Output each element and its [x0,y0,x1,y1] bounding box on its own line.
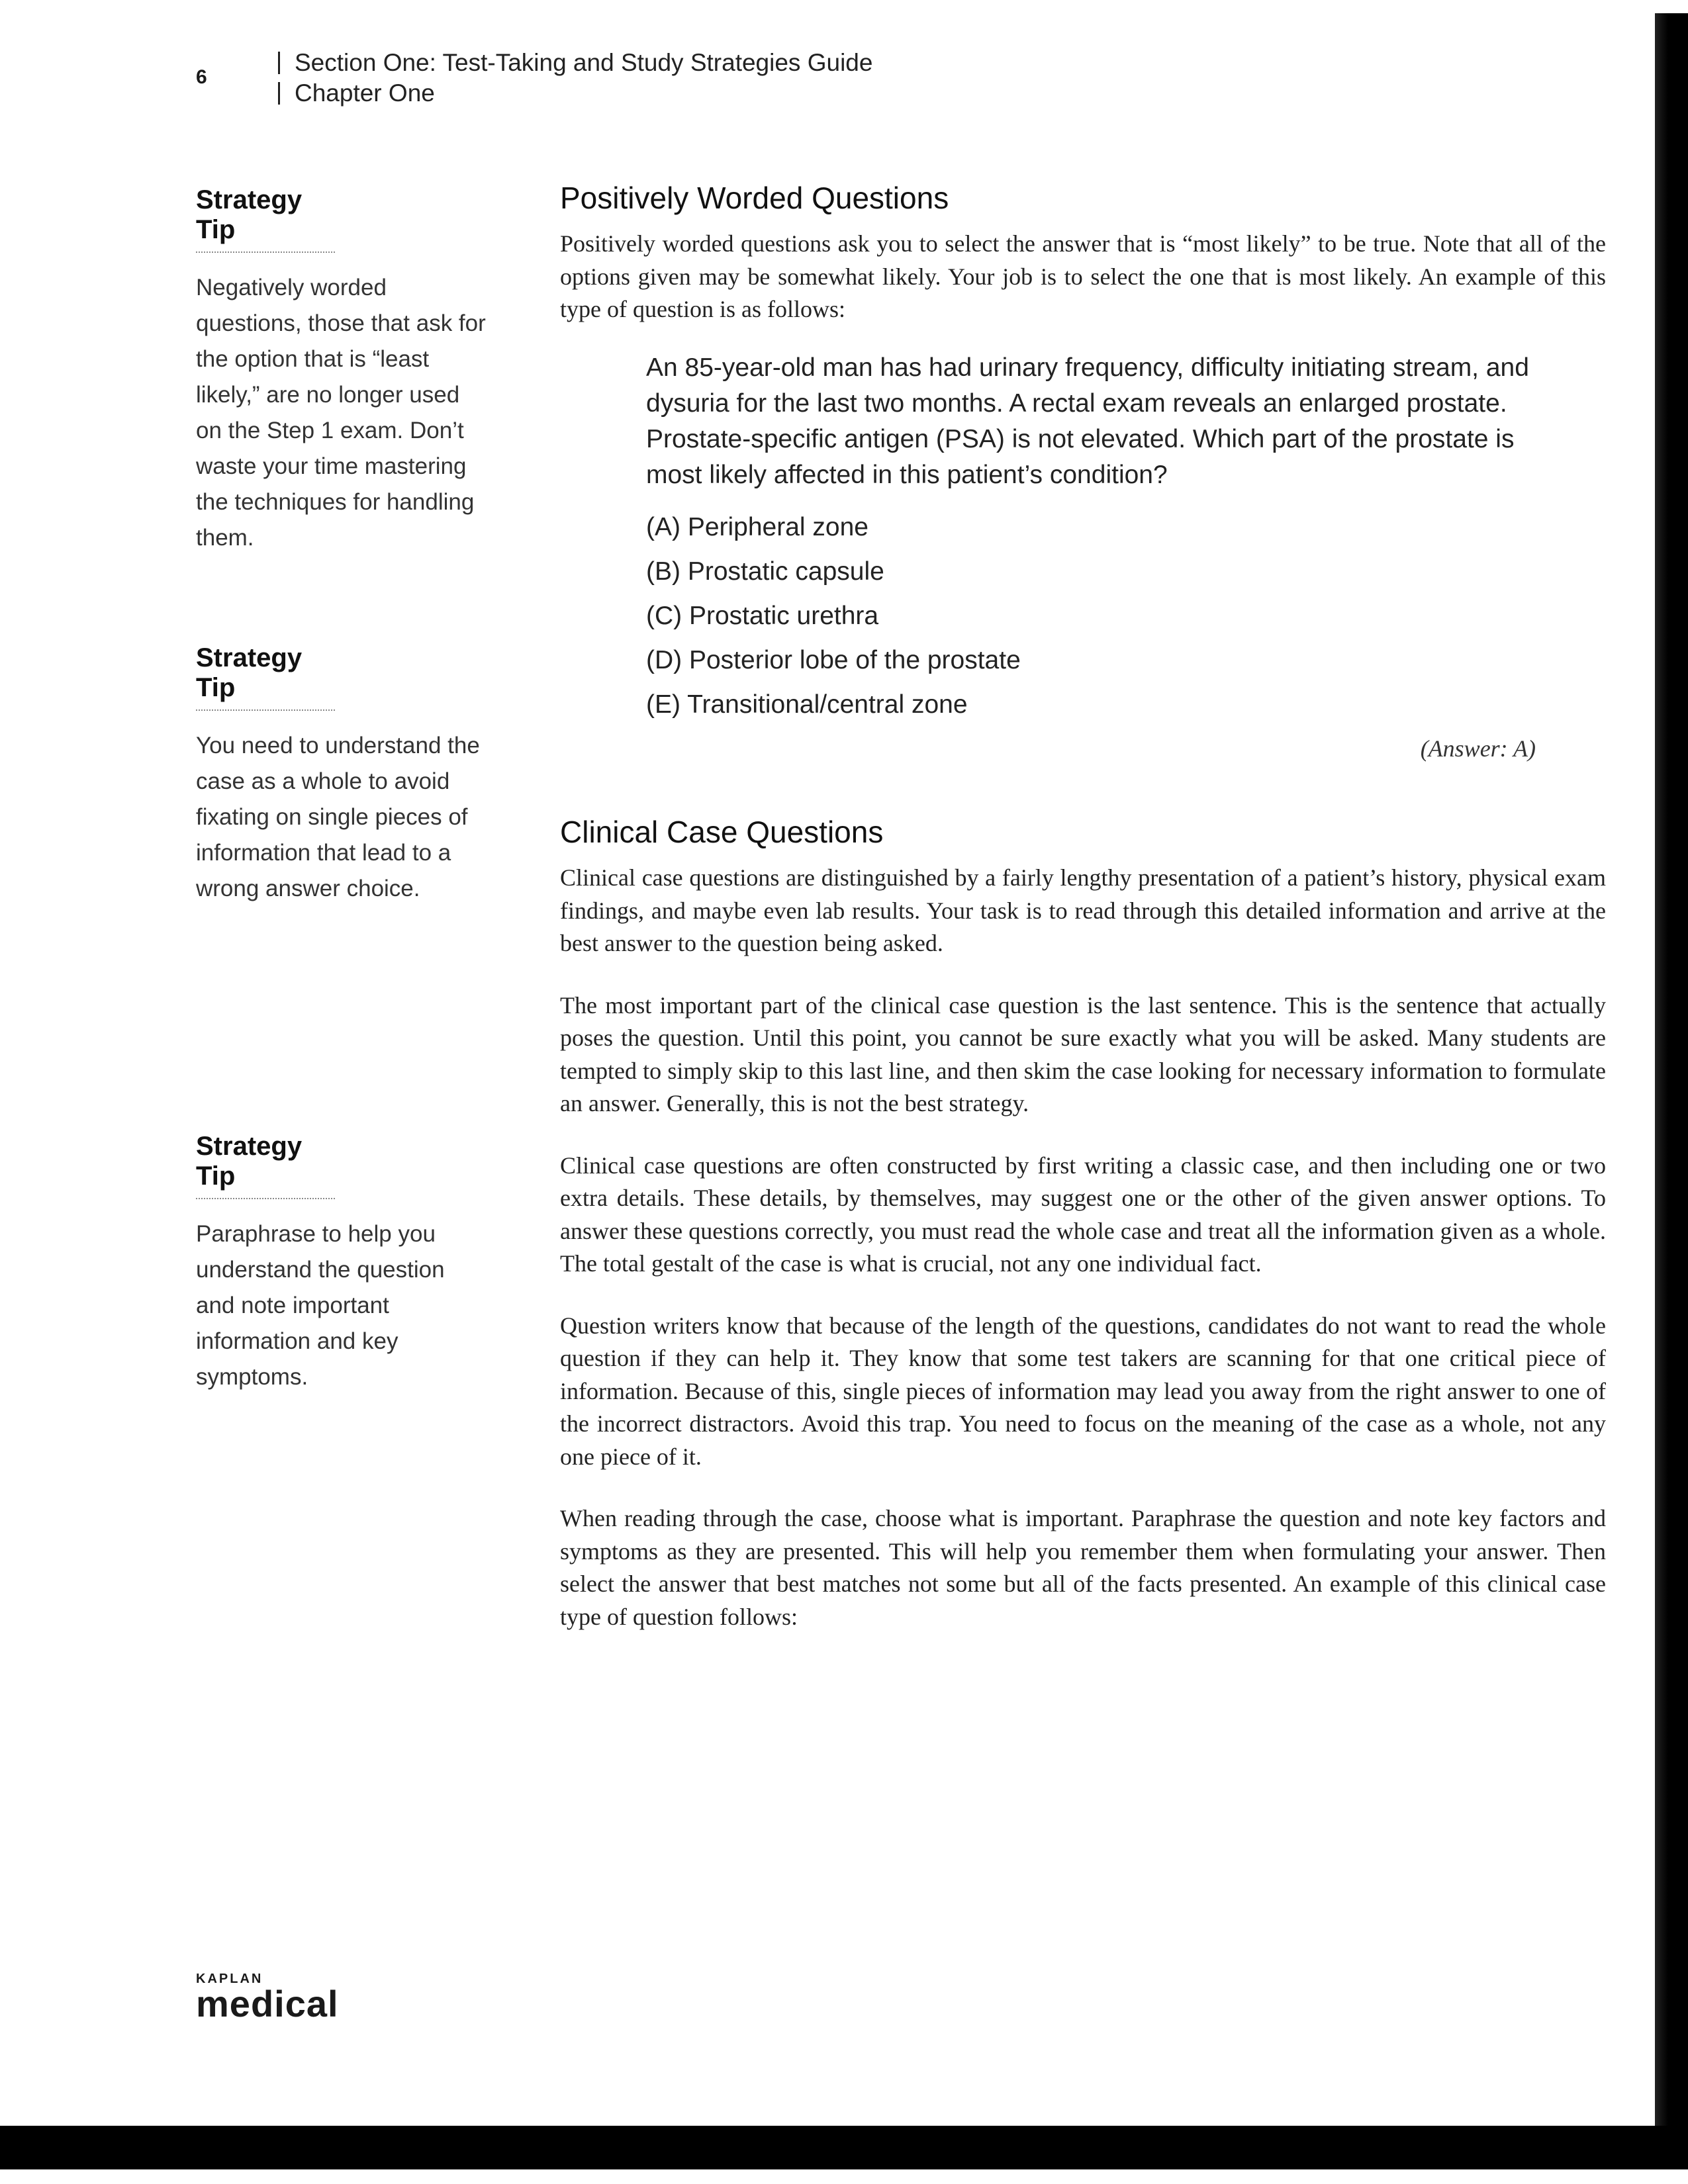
body-paragraph: Clinical case questions are distinguished by a fairly lengthy presentation of a patient’s history, physical exam findings, and maybe even lab results. Your task is to read through this detailed information and arrive at the best answer to the question being asked. [560,864,1606,956]
logo-kaplan-text: KAPLAN [196,1972,263,1986]
answer-option: (B) Prostatic capsule [646,557,884,586]
answer-option: (E) Transitional/central zone [646,690,968,719]
strategy-tip-2 [196,643,487,907]
strategy-tip-3 [196,1132,487,1395]
strategy-tip-heading: Strategy Tip [196,643,335,711]
answer-key: (Answer: A) [1420,735,1536,762]
running-header-chapter: Chapter One [278,79,435,107]
body-paragraph: The most important part of the clinical case question is the last sentence. This is the sentence that actually poses the question. Until this point, you cannot be sure exactly what you will be asked. Many students are tempted to simply skip to this last line, and then skim the case looking for necessary information to formulate an answer. Generally, this is not the best strategy. [560,991,1606,1116]
running-header-section: Section One: Test-Taking and Study Strategies Guide [278,49,872,77]
kaplan-medical-logo [196,1972,339,2023]
body-paragraph: Question writers know that because of the length of the questions, candidates do not want to read the whole question if they can help it. They know that some test takers are scanning for that one critical piece of information. Because of this, single pieces of information may lead you away from the right answer to one of the incorrect distractors. Avoid this trap. You need to focus on the meaning of the case as a whole, not any one piece of it. [560,1312,1606,1470]
positively-worded-section [560,180,1606,762]
answer-option: (C) Prostatic urethra [646,601,879,630]
strategy-tip-heading: Strategy Tip [196,185,335,253]
scan-edge-bottom [0,2126,1688,2169]
strategy-tip-text: You need to understand the case as a whole to avoid fixating on single pieces of information that lead to a wrong answer choice. [196,733,480,901]
logo-medical-text: medical [196,1983,339,2025]
body-paragraph: When reading through the case, choose what is important. Paraphrase the question and note key factors and symptoms as they are presented. This will help you remember them when formulating your answer. Then select the answer that best matches not some but all of the facts presented. An example of this clinical case type of question follows: [560,1505,1606,1630]
clinical-case-section [560,814,1606,1633]
answer-option: (A) Peripheral zone [646,512,868,541]
strategy-tip-heading: Strategy Tip [196,1132,335,1199]
section-intro: Positively worded questions ask you to select the answer that is “most likely” to be true. Note that all of the options given may be somewhat likely. Your job is to select the one that is most likely. An example of this type of question is as follows: [560,230,1606,322]
answer-options [646,505,1533,727]
section-heading: Clinical Case Questions [560,815,884,849]
question-stem: An 85-year-old man has had urinary frequency, difficulty initiating stream, and dysuria for the last two months. A rectal exam reveals an enlarged prostate. Prostate-specific antigen (PSA) is not elevated. Which part of the prostate is most likely affected in this patient’s condition? [646,353,1529,489]
strategy-tip-text: Negatively worded questions, those that ask for the option that is “least likely,” are no longer used on the Step 1 exam. Don’t waste your time mastering the techniques for handling them. [196,275,486,551]
section-heading: Positively Worded Questions [560,181,949,215]
scan-edge-right [1655,13,1688,2169]
page-number: 6 [196,66,207,88]
body-paragraph: Clinical case questions are often constructed by first writing a classic case, and then including one or two extra details. These details, by themselves, may suggest one or the other of the given answer options. To answer these questions correctly, you must read the whole case and treat all the information given as a whole. The total gestalt of the case is what is crucial, not any one individual fact. [560,1152,1606,1277]
answer-option: (D) Posterior lobe of the prostate [646,645,1021,674]
strategy-tip-text: Paraphrase to help you understand the question and note important information and key symptoms. [196,1221,445,1390]
strategy-tip-1 [196,185,487,556]
